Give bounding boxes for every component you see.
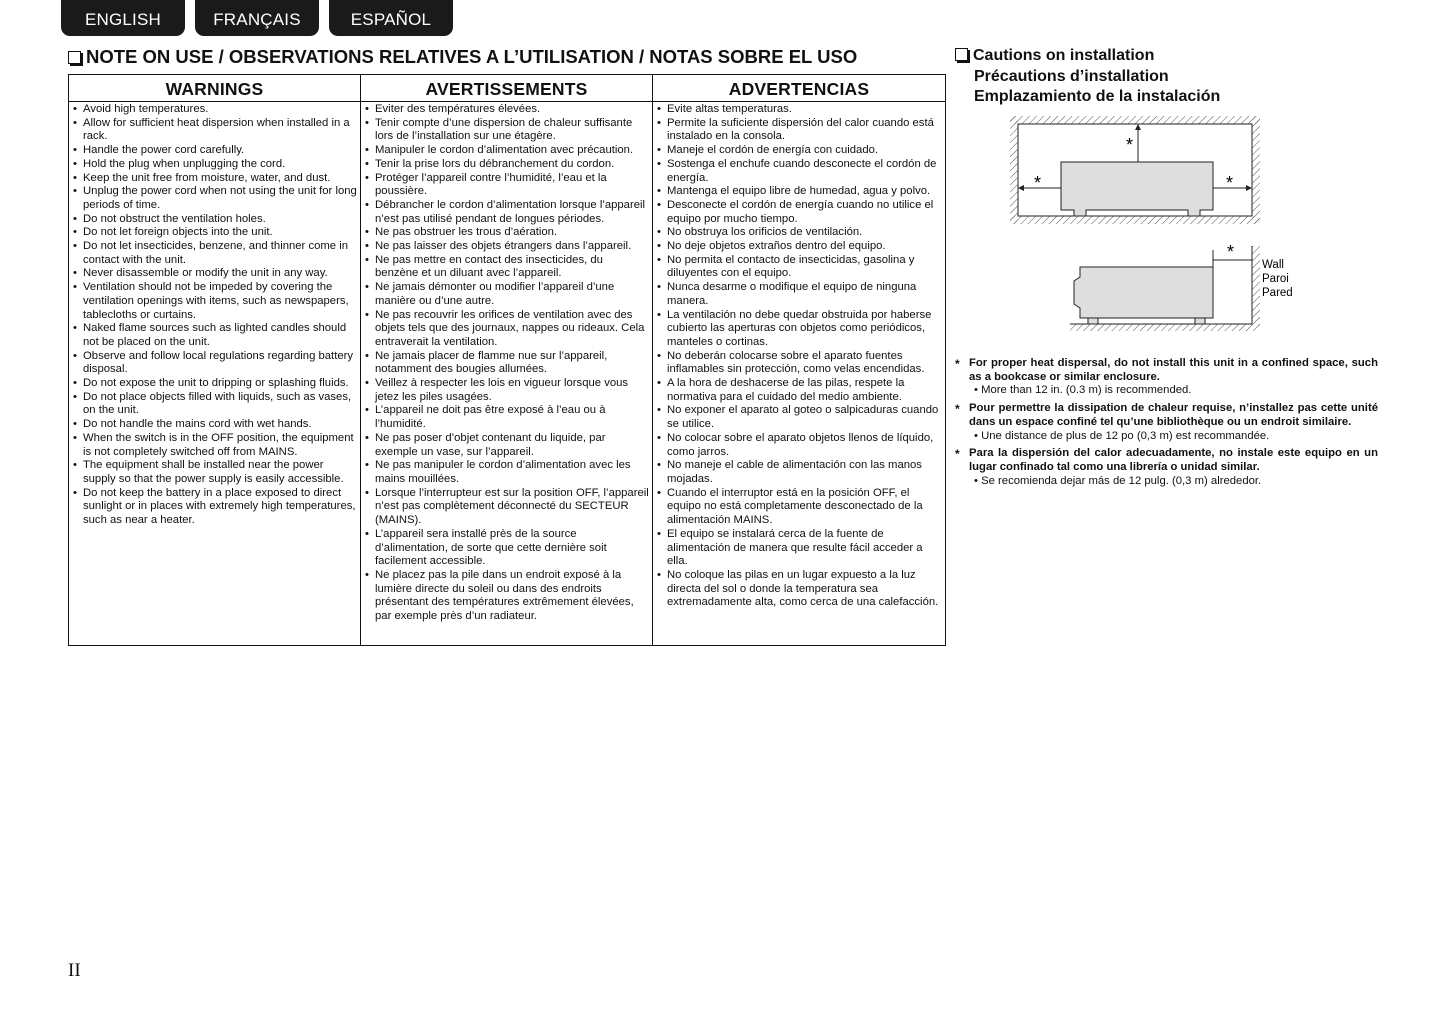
list-item: • Maneje el cordón de energía con cuidado. — [657, 144, 942, 158]
list-item: • Ne jamais placer de flamme nue sur l’appareil, notamment des bougies allumées. — [365, 350, 649, 377]
list-item: • When the switch is in the OFF position, the equipment is not completely switched off from MAINS. — [73, 432, 357, 459]
warnings-french-list — [365, 103, 649, 624]
list-item: • Cuando el interruptor está en la posición OFF, el equipo no está completamente desconectado de la alimentación MAINS. — [657, 487, 942, 528]
list-item: • Tenir la prise lors du débranchement du cordon. — [365, 158, 649, 172]
list-item: • Ne placez pas la pile dans un endroit exposé à la lumière directe du soleil ou dans des endroits présentant des températures extrêmement élevées, par exemple près d’un radiateur. — [365, 569, 649, 624]
list-item: • Ne pas laisser des objets étrangers dans l’appareil. — [365, 240, 649, 254]
table-body-row — [69, 102, 946, 646]
list-item: • Sostenga el enchufe cuando desconecte el cordón de energía. — [657, 158, 942, 185]
caution-title-es: Emplazamiento de la instalación — [974, 88, 1221, 105]
cautions-title — [955, 46, 1220, 108]
column-heading-warnings: WARNINGS — [69, 75, 361, 102]
list-item: • Ne pas mettre en contact des insecticides, du benzène et un diluant avec l’appareil. — [365, 254, 649, 281]
list-item: • Ne pas manipuler le cordon d’alimentation avec les mains mouillées. — [365, 459, 649, 486]
list-item: • Ne pas recouvrir les orifices de ventilation avec des objets tels que des journaux, nappes ou rideaux. Cela entraverait la ventilation. — [365, 309, 649, 350]
clearance-mark-back: * — [1227, 242, 1235, 262]
warnings-table — [68, 74, 946, 646]
list-item: • Protéger l’appareil contre l’humidité, l’eau et la poussière. — [365, 172, 649, 199]
list-item: • Ne jamais démonter ou modifier l’appareil d’une manière ou d’une autre. — [365, 281, 649, 308]
list-item: • Mantenga el equipo libre de humedad, agua y polvo. — [657, 185, 942, 199]
checkbox-square-icon — [955, 48, 968, 61]
wall-label-en: Wall — [1262, 259, 1284, 271]
list-item: • Handle the power cord carefully. — [73, 144, 357, 158]
list-item: • No deberán colocarse sobre el aparato fuentes inflamables sin protección, como velas encendidas. — [657, 350, 942, 377]
list-item: • No exponer el aparato al goteo o salpicaduras cuando se utilice. — [657, 404, 942, 431]
list-item: • Ne pas obstruer les trous d’aération. — [365, 226, 649, 240]
list-item: • No permita el contacto de insecticidas, gasolina y diluyentes con el equipo. — [657, 254, 942, 281]
list-item: • Do not handle the mains cord with wet hands. — [73, 418, 357, 432]
caution-note-fr: * Pour permettre la dissipation de chaleur requise, n’installez pas cette unité dans un espace confiné tel qu’une bibliothèque ou un endroit similaire. • Une distance de plus de 12 po (0,3 m) est recommandée. — [955, 402, 1378, 442]
list-item: • Never disassemble or modify the unit in any way. — [73, 267, 357, 281]
list-item: • Do not keep the battery in a place exposed to direct sunlight or in places with extremely high temperatures, such as near a heater. — [73, 487, 357, 528]
list-item: • Do not let insecticides, benzene, and thinner come in contact with the unit. — [73, 240, 357, 267]
list-item: • Ne pas poser d’objet contenant du liquide, par exemple un vase, sur l’appareil. — [365, 432, 649, 459]
list-item: • Tenir compte d’une dispersion de chaleur suffisante lors de l’installation sur une étagère. — [365, 117, 649, 144]
warnings-spanish-list — [657, 103, 942, 610]
warnings-english-list — [73, 103, 357, 528]
list-item: • L’appareil sera installé près de la source d’alimentation, de sorte que cette dernière soit facilement accessible. — [365, 528, 649, 569]
list-item: • No maneje el cable de alimentación con las manos mojadas. — [657, 459, 942, 486]
list-item: • No deje objetos extraños dentro del equipo. — [657, 240, 942, 254]
list-item: • The equipment shall be installed near the power supply so that the power supply is easily accessible. — [73, 459, 357, 486]
list-item: • Lorsque l’interrupteur est sur la position OFF, l’appareil n’est pas complètement déconnecté du SECTEUR (MAINS). — [365, 487, 649, 528]
caution-title-en: Cautions on installation — [955, 46, 1220, 67]
list-item: • Evite altas temperaturas. — [657, 103, 942, 117]
checkbox-square-icon — [68, 51, 81, 64]
list-item: • Desconecte el cordón de energía cuando no utilice el equipo por mucho tiempo. — [657, 199, 942, 226]
list-item: • Do not place objects filled with liquids, such as vases, on the unit. — [73, 391, 357, 418]
list-item: • Avoid high temperatures. — [73, 103, 357, 117]
list-item: • Naked flame sources such as lighted candles should not be placed on the unit. — [73, 322, 357, 349]
table-header-row — [69, 75, 946, 102]
clearance-mark-left: * — [1034, 173, 1042, 193]
list-item: • No coloque las pilas en un lugar expuesto a la luz directa del sol o donde la temperatura sea extremadamente alta, como cerca de una calefacción. — [657, 569, 942, 610]
list-item: • Keep the unit free from moisture, water, and dust. — [73, 172, 357, 186]
list-item: • Do not let foreign objects into the unit. — [73, 226, 357, 240]
list-item: • A la hora de deshacerse de las pilas, respete la normativa para el cuidado del medio ambiente. — [657, 377, 942, 404]
tab-francais[interactable]: FRANÇAIS — [195, 0, 319, 36]
receiver-unit-front — [1061, 162, 1213, 216]
caution-title-fr: Précautions d’installation — [974, 67, 1169, 85]
list-item: • Unplug the power cord when not using the unit for long periods of time. — [73, 185, 357, 212]
warnings-english-cell — [69, 102, 361, 646]
list-item: • Veillez à respecter les lois en vigueur lorsque vous jetez les piles usagées. — [365, 377, 649, 404]
list-item: • Do not expose the unit to dripping or splashing fluids. — [73, 377, 357, 391]
wall-label-fr: Paroi — [1262, 273, 1289, 285]
tab-espanol[interactable]: ESPAÑOL — [329, 0, 453, 36]
list-item: • Permite la suficiente dispersión del calor cuando está instalado en la consola. — [657, 117, 942, 144]
list-item: • El equipo se instalará cerca de la fuente de alimentación de manera que resulte fácil acceder a ella. — [657, 528, 942, 569]
list-item: • La ventilación no debe quedar obstruida por haberse cubierto las aperturas con objetos como periódicos, manteles o cortinas. — [657, 309, 942, 350]
column-heading-advertencias: ADVERTENCIAS — [653, 75, 946, 102]
asterisk-mark: * — [955, 402, 960, 417]
list-item: • Observe and follow local regulations regarding battery disposal. — [73, 350, 357, 377]
list-item: • No colocar sobre el aparato objetos llenos de líquido, como jarros. — [657, 432, 942, 459]
asterisk-mark: * — [955, 357, 960, 371]
list-item: • Eviter des températures élevées. — [365, 103, 649, 117]
receiver-unit-side — [1074, 267, 1213, 324]
language-tabs — [61, 0, 453, 36]
list-item: • Hold the plug when unplugging the cord. — [73, 158, 357, 172]
caution-notes — [955, 357, 1378, 492]
installation-clearance-diagram — [1000, 110, 1310, 338]
list-item: • Nunca desarme o modifique el equipo de ninguna manera. — [657, 281, 942, 308]
clearance-mark-right: * — [1226, 173, 1234, 193]
caution-note-en: * For proper heat dispersal, do not install this unit in a confined space, such as a bookcase or similar enclosure. • More than 12 in. (0.3 m) is recommended. — [955, 357, 1378, 397]
list-item: • Manipuler le cordon d’alimentation avec précaution. — [365, 144, 649, 158]
page-title-text: NOTE ON USE / OBSERVATIONS RELATIVES A L’UTILISATION / NOTAS SOBRE EL USO — [86, 46, 858, 67]
list-item: • L’appareil ne doit pas être exposé à l’eau ou à l’humidité. — [365, 404, 649, 431]
warnings-french-cell — [361, 102, 653, 646]
list-item: • Do not obstruct the ventilation holes. — [73, 213, 357, 227]
list-item: • No obstruya los orificios de ventilación. — [657, 226, 942, 240]
warnings-spanish-cell — [653, 102, 946, 646]
wall-label-es: Pared — [1262, 287, 1293, 299]
page-title — [68, 46, 948, 68]
asterisk-mark: * — [955, 447, 960, 462]
tab-english[interactable]: ENGLISH — [61, 0, 185, 36]
clearance-mark-top: * — [1126, 135, 1134, 155]
list-item: • Allow for sufficient heat dispersion when installed in a rack. — [73, 117, 357, 144]
list-item: • Ventilation should not be impeded by covering the ventilation openings with items, such as newspapers, tablecloths or curtains. — [73, 281, 357, 322]
caution-note-es: * Para la dispersión del calor adecuadamente, no instale este equipo en un lugar confinado tal como una librería o unidad similar. • Se recomienda dejar más de 12 pulg. (0,3 m) alrededor. — [955, 447, 1378, 487]
list-item: • Débrancher le cordon d’alimentation lorsque l’appareil n’est pas utilisé pendant de longues périodes. — [365, 199, 649, 226]
page-number: II — [68, 960, 81, 981]
column-heading-avertissements: AVERTISSEMENTS — [361, 75, 653, 102]
